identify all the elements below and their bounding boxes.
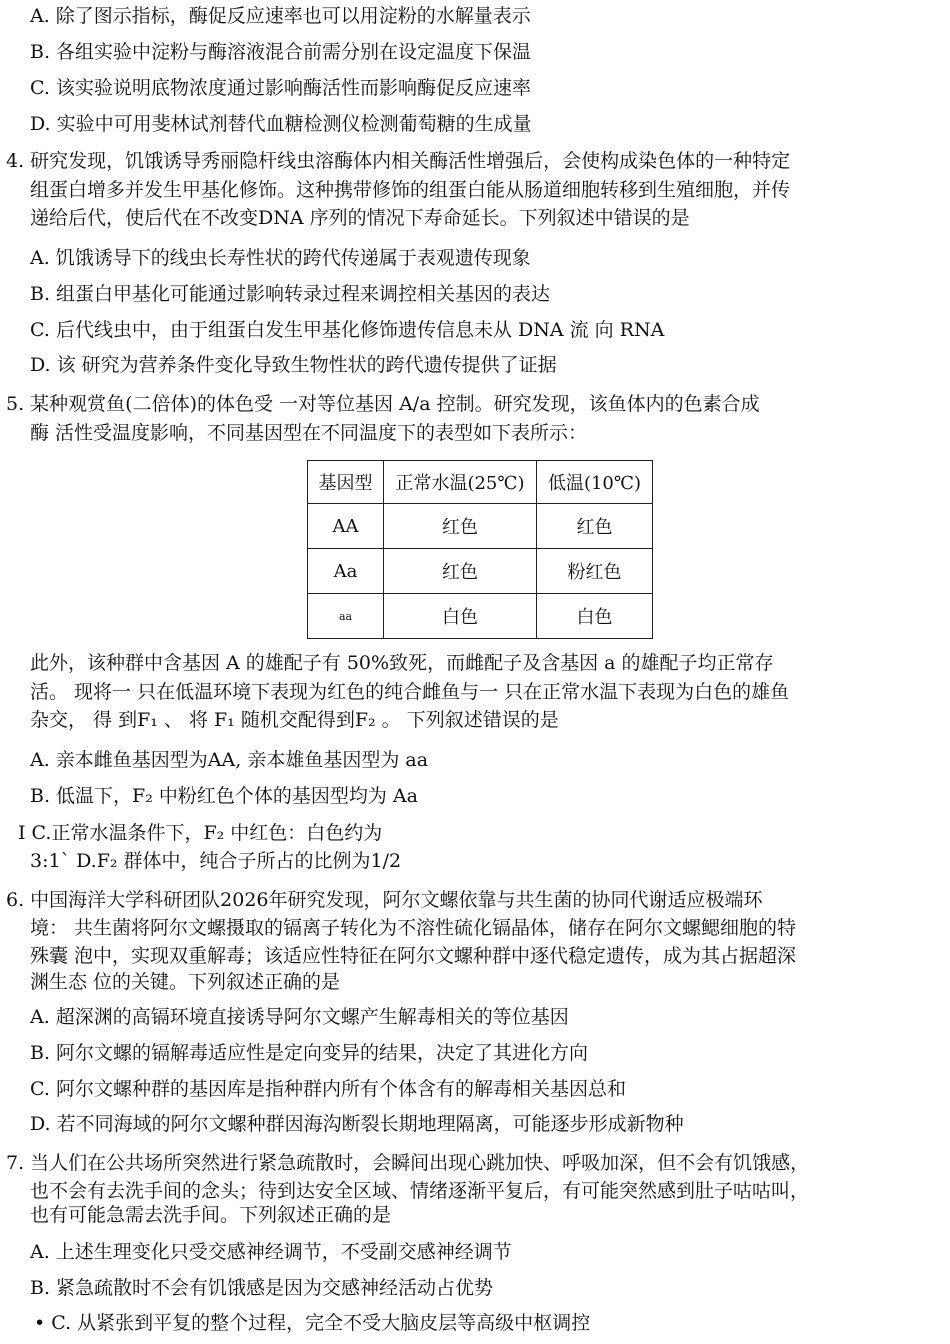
table-header-cell: 基因型 <box>308 461 384 504</box>
q7-stem-line: 也有可能急需去洗手间。下列叙述正确的是 <box>30 1204 392 1226</box>
table-row <box>308 504 653 549</box>
table-cell: 红色 <box>384 504 537 549</box>
q7-option-b: B. 紧急疏散时不会有饥饿感是因为交感神经活动占优势 <box>30 1277 494 1299</box>
q7-stem-line: 7. 当人们在公共场所突然进行紧急疏散时，会瞬间出现心跳加快、呼吸加深，但不会有饥饿感， <box>6 1152 810 1174</box>
q5-text-line: 此外，该种群中含基因 A 的雄配子有 50%致死，而雌配子及含基因 a 的雄配子均正常存 <box>30 652 774 674</box>
q5-option-a: A. 亲本雌鱼基因型为AA, 亲本雄鱼基因型为 aa <box>30 749 429 771</box>
q4-option-b: B. 组蛋白甲基化可能通过影响转录过程来调控相关基因的表达 <box>30 283 551 305</box>
table-cell: 红色 <box>537 504 653 549</box>
q7-option-a: A. 上述生理变化只受交感神经调节，不受副交感神经调节 <box>30 1241 512 1263</box>
q6-option-c: C. 阿尔文螺种群的基因库是指种群内所有个体含有的解毒相关基因总和 <box>30 1078 626 1100</box>
q5-option-c: I C.正常水温条件下，F₂ 中红色：白色约为 <box>18 822 383 844</box>
table-cell: AA <box>308 504 384 549</box>
table-cell: 白色 <box>384 594 537 639</box>
q4-option-c: C. 后代线虫中，由于组蛋白发生甲基化修饰遗传信息未从 DNA 流 向 RNA <box>30 319 665 341</box>
q7-option-c: • C. 从紧张到平复的整个过程，完全不受大脑皮层等高级中枢调控 <box>34 1312 591 1334</box>
table-row <box>308 549 653 594</box>
q6-option-d: D. 若不同海域的阿尔文螺种群因海沟断裂长期地理隔离，可能逐步形成新物种 <box>30 1113 684 1135</box>
q6-option-b: B. 阿尔文螺的镉解毒适应性是定向变异的结果，决定了其进化方向 <box>30 1042 589 1064</box>
table-header-cell: 低温(10℃) <box>537 461 653 504</box>
q4-stem-line: 组蛋白增多并发生甲基化修饰。这种携带修饰的组蛋白能从肠道细胞转移到生殖细胞，并传 <box>30 179 791 201</box>
q7-stem-line: 也不会有去洗手间的念头；待到达安全区域、情绪逐渐平复后，有可能突然感到肚子咕咕叫， <box>30 1180 810 1202</box>
q5-option-b: B. 低温下，F₂ 中粉红色个体的基因型均为 Aa <box>30 785 418 807</box>
q6-stem-line: 6. 中国海洋大学科研团队2026年研究发现，阿尔文螺依靠与共生菌的协同代谢适应极端环 <box>6 889 763 911</box>
q3-option-c: C. 该实验说明底物浓度通过影响酶活性而影响酶促反应速率 <box>30 77 531 99</box>
table-row <box>308 594 653 639</box>
q6-stem-line: 渊生态 位的关键。下列叙述正确的是 <box>30 971 341 993</box>
q4-stem-line: 递给后代，使后代在不改变DNA 序列的情况下寿命延长。下列叙述中错误的是 <box>30 207 690 229</box>
q6-option-a: A. 超深渊的高镉环境直接诱导阿尔文螺产生解毒相关的等位基因 <box>30 1006 569 1028</box>
q5-text-line: 活。 现将一 只在低温环境下表现为红色的纯合雌鱼与一 只在正常水温下表现为白色的雄鱼 <box>30 681 790 703</box>
q3-option-a: A. 除了图示指标，酶促反应速率也可以用淀粉的水解量表示 <box>30 5 531 27</box>
q5-text-line: 杂交， 得 到F₁ 、 将 F₁ 随机交配得到F₂ 。 下列叙述错误的是 <box>30 709 559 731</box>
q4-option-d: D. 该 研究为营养条件变化导致生物性状的跨代遗传提供了证据 <box>30 354 557 376</box>
table-cell: Aa <box>308 549 384 594</box>
q5-option-d: 3:1` D.F₂ 群体中，纯合子所占的比例为1/2 <box>30 850 402 872</box>
q4-option-a: A. 饥饿诱导下的线虫长寿性状的跨代传递属于表观遗传现象 <box>30 247 531 269</box>
genotype-phenotype-table <box>307 460 653 639</box>
q5-stem-line: 5. 某种观赏鱼(二倍体)的体色受 一对等位基因 A/a 控制。研究发现，该鱼体内的色素合成 <box>6 393 760 415</box>
q3-option-d: D. 实验中可用斐林试剂替代血糖检测仪检测葡萄糖的生成量 <box>30 113 532 135</box>
table-header-cell: 正常水温(25℃) <box>384 461 537 504</box>
q4-stem-line: 4. 研究发现，饥饿诱导秀丽隐杆线虫溶酶体内相关酶活性增强后，会使构成染色体的一种特定 <box>6 150 791 172</box>
q3-option-b: B. 各组实验中淀粉与酶溶液混合前需分别在设定温度下保温 <box>30 41 532 63</box>
table-cell: 粉红色 <box>537 549 653 594</box>
table-cell: aa <box>308 594 384 639</box>
table-cell: 红色 <box>384 549 537 594</box>
table-header-row <box>308 461 653 504</box>
q6-stem-line: 境： 共生菌将阿尔文螺摄取的镉离子转化为不溶性硫化镉晶体，储存在阿尔文螺鳃细胞的特 <box>30 917 797 939</box>
q5-stem-line: 酶 活性受温度影响，不同基因型在不同温度下的表型如下表所示： <box>30 422 588 444</box>
table-cell: 白色 <box>537 594 653 639</box>
q6-stem-line: 殊囊 泡中，实现双重解毒；该适应性特征在阿尔文螺种群中逐代稳定遗传，成为其占据超深 <box>30 945 797 967</box>
